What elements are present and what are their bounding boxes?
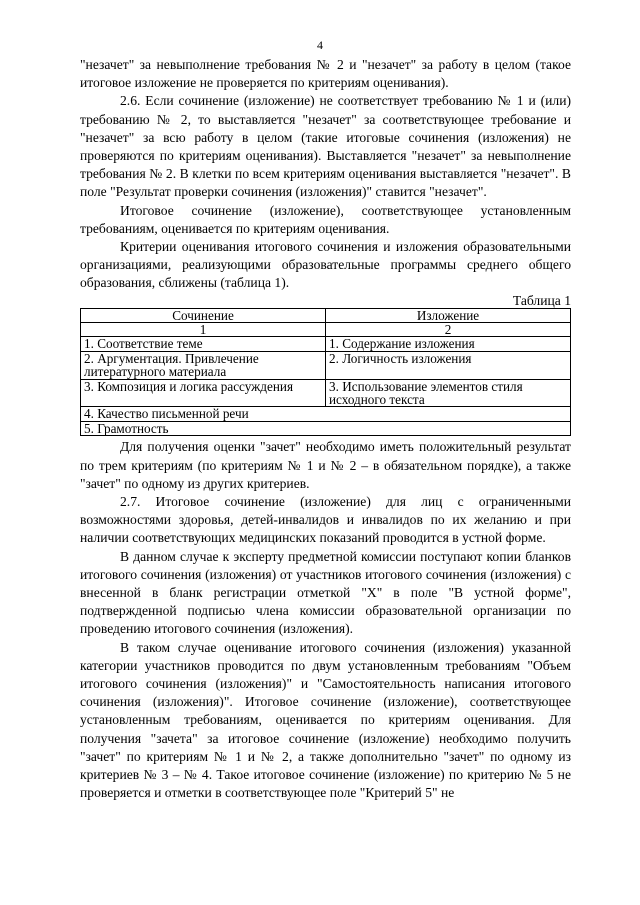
page-content: [80, 56, 571, 802]
table-cell: 3. Композиция и логика рассуждения: [81, 379, 326, 407]
table-cell: 2. Логичность изложения: [326, 351, 571, 379]
paragraph-oral-assessment: В таком случае оценивание итогового сочинения (изложения) указанной категории участников проводится по двум установленным требованиям "Объем итогового сочинения (изложения)" и "Самостоятельность написания итогового сочинения (изложения)". Итоговое сочинение (изложение), соответствующее установленным требованиям, оценивается по критериям оценивания. Для получения "зачета" за итоговое сочинение (изложение) необходимо получить "зачет" по критериям № 1 и № 2, а также дополнительно "зачет" по одному из критериев № 3 – № 4. Такое итоговое сочинение (изложение) по критерию № 5 не проверяется и отметки в соответствующее поле "Критерий 5" не: [80, 639, 571, 801]
table-cell: 2. Аргументация. Привлечение литературного материала: [81, 351, 326, 379]
table-cell: 1. Соответствие теме: [81, 337, 326, 351]
header-essay: Сочинение: [81, 308, 326, 322]
paragraph-copies: В данном случае к эксперту предметной комиссии поступают копии бланков итогового сочинения (изложения) от участников итогового сочинения (изложения) с внесенной в бланк регистрации отметкой "Х" в поле "В устной форме", подтвержденной подписью члена комиссии образовательной организации по проведению итогового сочинения (изложения).: [80, 548, 571, 637]
table-row: [81, 379, 571, 407]
column-number-2: 2: [326, 323, 571, 337]
paragraph-continuation: "незачет" за невыполнение требования № 2 и "незачет" за работу в целом (такое итоговое изложение не проверяется по критериям оценивания).: [80, 57, 571, 91]
table-row-full: [81, 407, 571, 421]
table-header-row: [81, 308, 571, 322]
table-cell: 4. Качество письменной речи: [81, 407, 571, 421]
paragraph-2-6: 2.6. Если сочинение (изложение) не соответствует требованию № 1 и (или) требованию № 2, то выставляется "незачет" за соответствующее требование и "незачет" за всю работу в целом (такие итоговые сочинения (изложения) не проверяются по критериям оценивания). Выставляется "незачет" за невыполнение требования № 2. В клетки по всем критериям оценивания выставляется "незачет". В поле "Результат проверки сочинения (изложения)" ставится "незачет".: [80, 93, 571, 200]
header-summary: Изложение: [326, 308, 571, 322]
paragraph-2-7: 2.7. Итоговое сочинение (изложение) для лиц с ограниченными возможностями здоровья, детей-инвалидов и инвалидов по их желанию и при наличии соответствующих медицинских показаний проводится в устной форме.: [80, 493, 571, 546]
column-number-1: 1: [81, 323, 326, 337]
table-cell: 5. Грамотность: [81, 421, 571, 435]
table-row: [81, 351, 571, 379]
table-row-full: [81, 421, 571, 435]
paragraph-assessment: Итоговое сочинение (изложение), соответствующее установленным требованиям, оценивается по критериям оценивания.: [80, 202, 571, 236]
table-cell: 3. Использование элементов стиля исходного текста: [326, 379, 571, 407]
table-cell: 1. Содержание изложения: [326, 337, 571, 351]
paragraph-pass-condition: Для получения оценки "зачет" необходимо иметь положительный результат по трем критериям (по критериям № 1 и № 2 – в обязательном порядке), а также "зачет" по одному из других критериев.: [80, 439, 571, 491]
paragraph-criteria-intro: Критерии оценивания итогового сочинения и изложения образовательными организациями, реализующими образовательные программы среднего общего образования, сближены (таблица 1).: [80, 239, 571, 291]
table-number-row: [81, 323, 571, 337]
table-caption: Таблица 1: [512, 292, 571, 308]
criteria-table: [80, 308, 571, 437]
table-row: [81, 337, 571, 351]
page-number: 4: [317, 38, 323, 52]
